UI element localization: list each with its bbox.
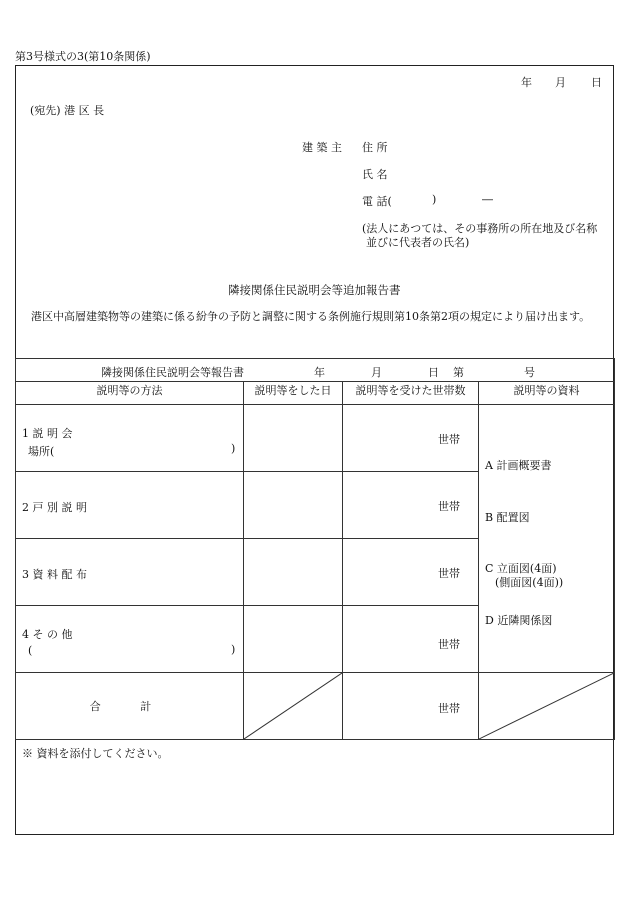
total-date-crossed [244,673,343,740]
household-unit-2: 世帯 [438,500,460,513]
date-cell-4[interactable] [244,606,343,673]
report-ref-dai: 第 [453,366,464,379]
material-d: D 近隣関係図 [485,614,553,627]
method-1-venue: 場所( [28,445,55,458]
phone-label: 電 話( [362,195,392,208]
diagonal-slash [479,673,614,739]
method-1-close: ) [231,442,236,455]
material-a: A 計画概要書 [485,459,552,472]
method-2-label: 2 戸 別 説 明 [22,501,87,514]
form-reference: 第3号様式の3(第10条関係) [15,50,151,63]
name-label: 氏 名 [362,168,388,181]
report-ref-go: 号 [524,366,535,379]
date-year: 年 [521,76,532,89]
report-ref-year: 年 [314,366,325,379]
phone-dash: ― [482,193,493,206]
total-row [16,673,615,740]
date-cell-2[interactable] [244,472,343,539]
material-b: B 配置図 [485,511,530,524]
address-label: 住 所 [362,141,388,154]
diagonal-slash [244,673,342,739]
phone-close: ) [432,193,437,206]
household-unit-4: 世帯 [438,638,460,651]
document-title: 隣接関係住民説明会等追加報告書 [228,283,401,297]
report-ref-day: 日 [428,366,439,379]
method-3-label: 3 資 料 配 布 [22,568,87,581]
total-materials-crossed [479,673,615,740]
body-text: 港区中高層建築物等の建築に係る紛争の予防と調整に関する条例施行規則第10条第2項の規定により届け出ます。 [31,310,591,323]
report-table [15,358,615,740]
column-header-row [16,382,615,405]
household-unit-1: 世帯 [438,433,460,446]
household-unit-3: 世帯 [438,567,460,580]
date-cell-1[interactable] [244,405,343,472]
method-4-open: ( [28,644,33,657]
method-4-close: ) [231,643,236,656]
corporate-note-1: (法人にあつては、その事務所の所在地及び名称 [362,222,598,235]
method-4-label: 4 そ の 他 [22,628,73,641]
total-household-unit: 世帯 [438,702,460,715]
date-day: 日 [591,76,602,89]
date-month: 月 [555,76,566,89]
applicant-role: 建 築 主 [302,141,342,154]
report-ref-month: 月 [371,366,382,379]
col-method: 説明等の方法 [16,382,244,405]
method-1-label: 1 説 明 会 [22,427,73,440]
col-materials: 説明等の資料 [479,382,615,405]
material-c-sub: (側面図(4面)) [495,576,564,589]
addressee: (宛先) 港 区 長 [30,104,105,117]
total-label: 合 計 [89,700,170,713]
table-row [16,405,615,472]
col-date: 説明等をした日 [244,382,343,405]
attachment-note: ※ 資料を添付してください。 [22,747,169,760]
date-cell-3[interactable] [244,539,343,606]
materials-cell [479,405,615,673]
material-c: C 立面図(4面) [485,562,557,575]
col-households: 説明等を受けた世帯数 [343,382,479,405]
report-ref-label: 隣接関係住民説明会等報告書 [101,366,244,379]
corporate-note-2: 並びに代表者の氏名) [366,236,470,249]
report-reference-row [16,359,615,382]
